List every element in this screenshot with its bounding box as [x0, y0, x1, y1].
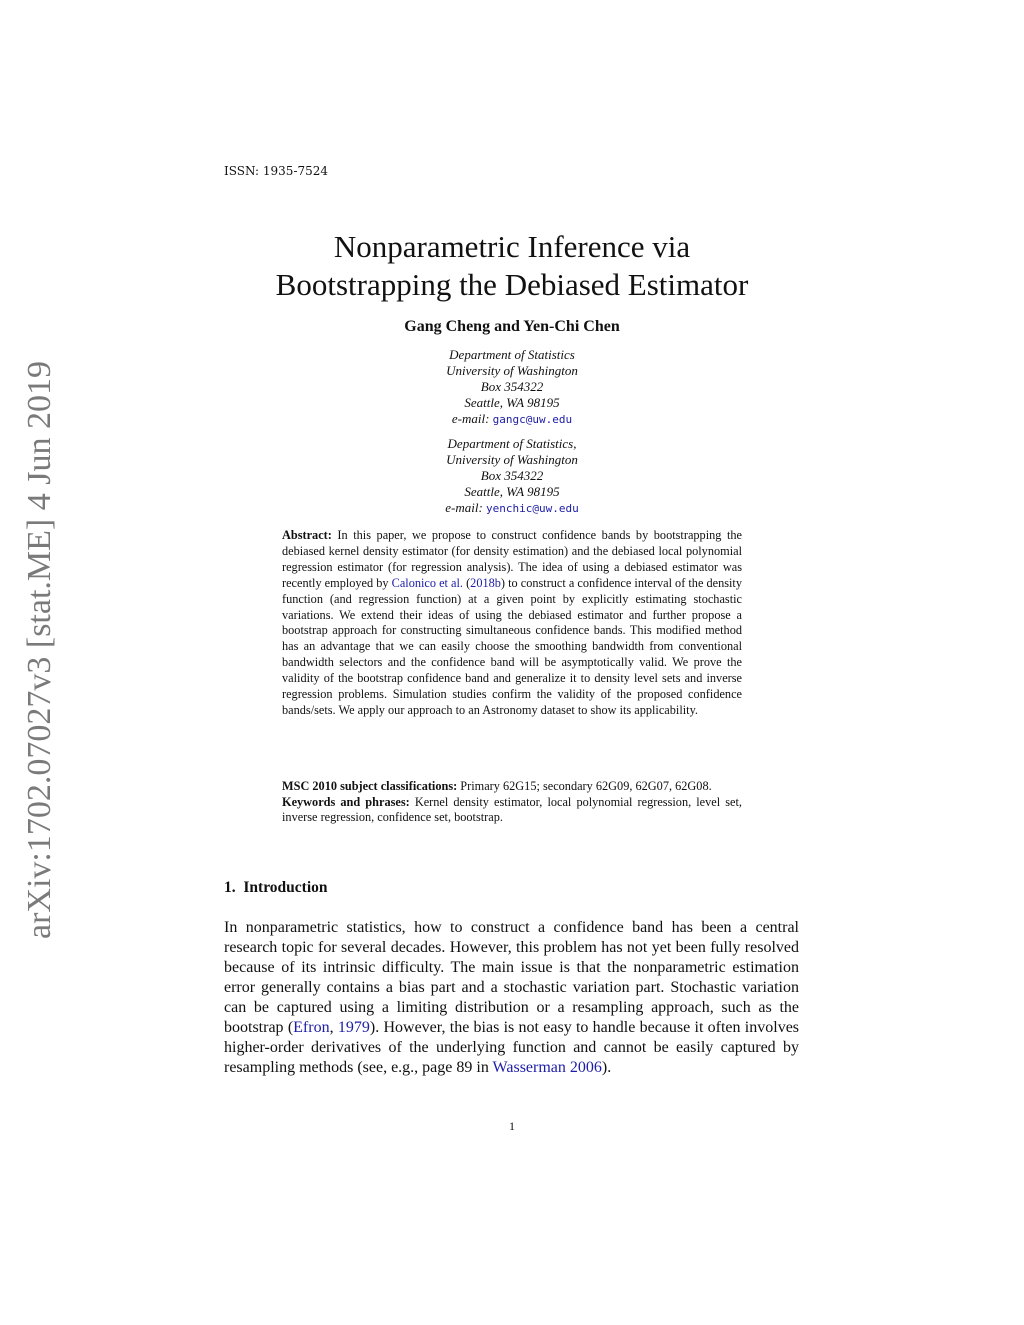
affiliation-box: Box 354322 — [480, 468, 544, 483]
title-line-1: Nonparametric Inference via — [333, 229, 691, 264]
msc-label: MSC 2010 subject classifications: — [282, 779, 458, 793]
abstract: Abstract: In this paper, we propose to construct confidence bands by bootstrapping the debiased kernel density estimator (for density estimation) and the debiased local polynomial regression estimator (for regression analysis). The idea of using a debiased estimator was recently employed by Calonico et al. (2018b) to construct a confidence interval of the density function (and regression function) at a given point by explicitly estimating stochastic variations. We extend their ideas of using the debiased estimator and further propose a bootstrap approach for constructing simultaneous confidence bands. This modified method has an advantage that we can easily choose the smoothing bandwidth from conventional bandwidth selectors and the confidence band will be asymptotically valid. We prove the validity of the bootstrap confidence band and generalize it to density level sets and inverse regression problems. Simulation studies confirm the validity of the proposed confidence bands/sets. We apply our approach to an Astronomy dataset to show its applicability. — [282, 528, 742, 717]
authors: Gang Cheng and Yen-Chi Chen — [404, 318, 620, 335]
affiliation-dept: Department of Statistics — [449, 347, 575, 362]
citation-year-link[interactable]: 1979 — [337, 1019, 370, 1036]
affiliation-univ: University of Washington — [446, 452, 578, 467]
intro-text: In nonparametric statistics, how to construct a confidence band has been a central research topic for several decades. However, this problem has not yet been fully resolved because of its intrinsic difficulty. The main issue is that the nonparametric estimation error generally contains a bias part and a stochastic variation part. Stochastic variation can be captured using a limiting distribution or a resampling approach, such as the bootstrap ( — [224, 919, 799, 1036]
section-number: 1. — [224, 879, 236, 896]
intro-text: ). — [601, 1059, 612, 1076]
citation-link[interactable]: Wasserman 2006 — [492, 1059, 602, 1076]
affiliation-univ: University of Washington — [446, 363, 578, 378]
page-number: 1 — [509, 1119, 515, 1133]
abstract-label: Abstract: — [282, 528, 332, 542]
keywords-line — [282, 795, 742, 826]
intro-text: ). However, the bias is not easy to handle because it often involves higher-order derivatives of the underlying function and cannot be easily captured by resampling methods (see, e.g., page 89 in — [224, 1019, 800, 1076]
abstract-text: In this paper, we propose to construct confidence bands by bootstrapping the debiased kernel density estimator (for density estimation) and the debiased local polynomial regression estimator (for regression analysis). The idea of using a debiased estimator was recently employed by — [282, 528, 742, 590]
section-title: Introduction — [243, 879, 328, 896]
affiliation-city: Seattle, WA 98195 — [464, 395, 560, 410]
citation-link[interactable]: Calonico et al. — [391, 575, 463, 590]
email-label: e-mail: — [445, 500, 483, 515]
affiliation-email — [300, 500, 724, 517]
section-heading — [224, 879, 328, 897]
affiliation-email — [300, 411, 724, 428]
keywords-label: Keywords and phrases: — [282, 794, 410, 809]
msc-text: Primary 62G15; secondary 62G09, 62G07, 62G08. — [460, 779, 712, 793]
affiliation-2 — [300, 436, 724, 517]
citation-link[interactable]: Efron — [293, 1019, 330, 1036]
affiliation-city: Seattle, WA 98195 — [464, 484, 560, 499]
email-link[interactable]: yenchic@uw.edu — [486, 502, 579, 515]
classifications-block — [282, 779, 742, 826]
affiliation-box: Box 354322 — [480, 379, 544, 394]
title-line-2: Bootstrapping the Debiased Estimator — [275, 267, 749, 302]
keywords-text: Kernel density estimator, local polynomial regression, level set, inverse regression, confidence set, bootstrap. — [282, 794, 742, 825]
paper-title — [200, 228, 824, 304]
affiliation-dept: Department of Statistics, — [447, 436, 577, 451]
abstract-text: to construct a confidence interval of the density function (and regression function) at a given point by explicitly estimating stochastic variations. We extend their ideas of using the debiased estimator and further propose a bootstrap approach for constructing simultaneous confidence bands. This modified method has an advantage that we can easily choose the smoothing bandwidth from conventional bandwidth selectors and the confidence band will be asymptotically valid. We prove the validity of the bootstrap confidence band and generalize it to density level sets and inverse regression problems. Simulation studies confirm the validity of the proposed confidence bands/sets. We apply our approach to an Astronomy dataset to show its applicability. — [282, 575, 742, 717]
email-link[interactable]: gangc@uw.edu — [492, 413, 573, 426]
issn: ISSN: 1935-7524 — [224, 164, 329, 178]
msc-line — [282, 779, 742, 795]
affiliation-1 — [300, 347, 724, 428]
arxiv-side-label: arXiv:1702.07027v3 [stat.ME] 4 Jun 2019 — [21, 361, 58, 939]
intro-paragraph: In nonparametric statistics, how to construct a confidence band has been a central research topic for several decades. However, this problem has not yet been fully resolved because of its intrinsic difficulty. The main issue is that the nonparametric estimation error generally contains a bias part and a stochastic variation part. Stochastic variation can be captured using a limiting distribution or a resampling approach, such as the bootstrap (Efron, 1979). However, the bias is not easy to handle because it often involves higher-order derivatives of the underlying function and cannot be easily captured by resampling methods (see, e.g., page 89 in Wasserman 2006). — [224, 919, 800, 1076]
email-label: e-mail: — [451, 411, 490, 426]
citation-year-link[interactable]: 2018b — [470, 575, 501, 590]
